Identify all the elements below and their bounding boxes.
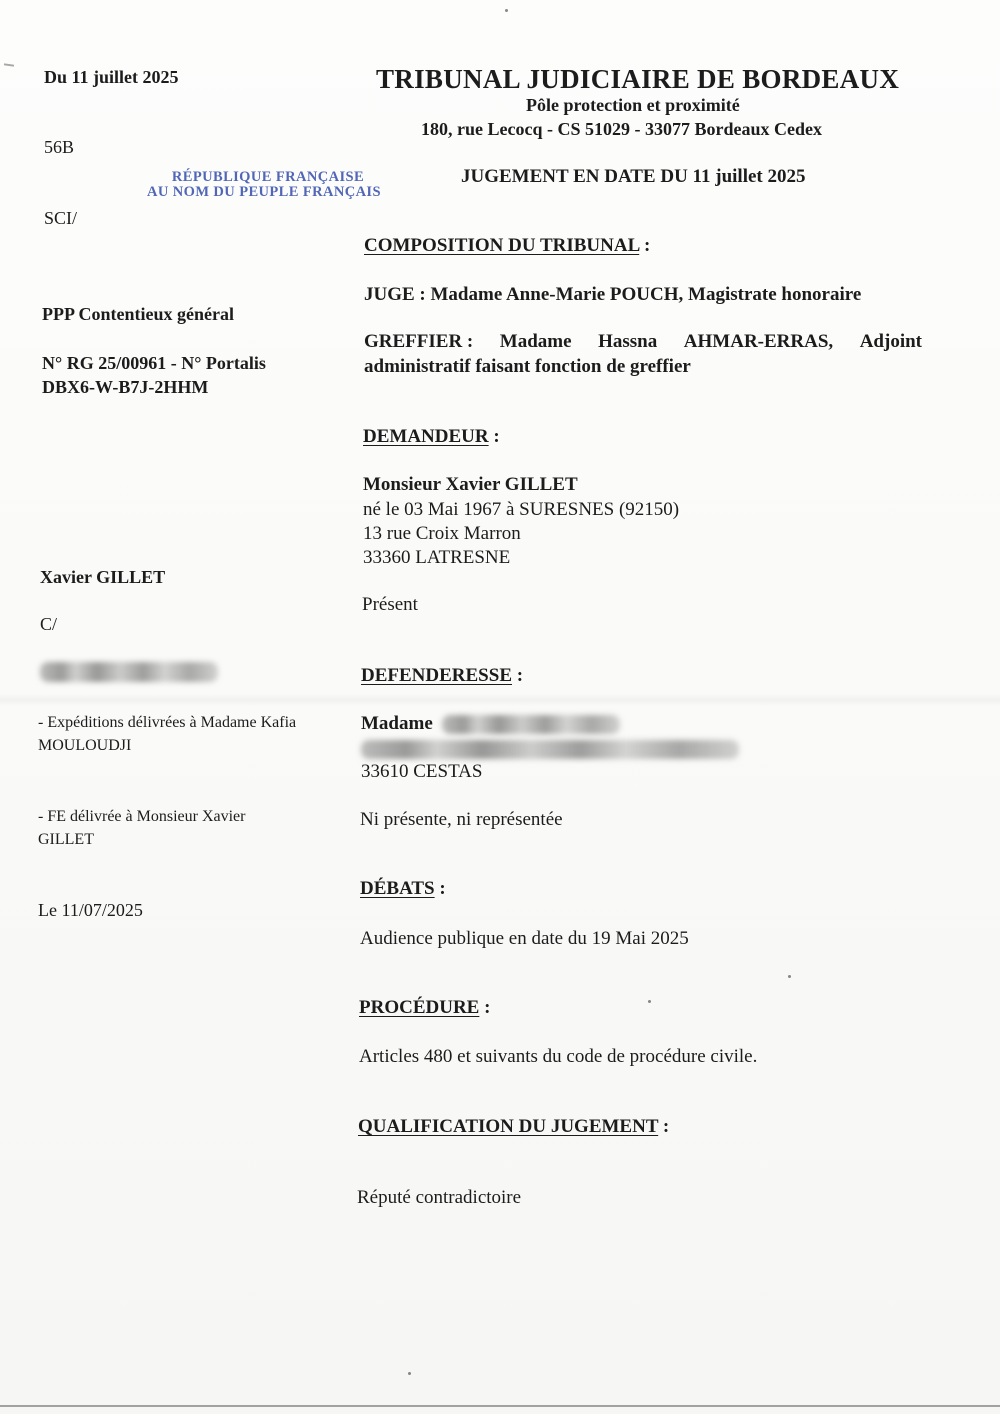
redacted-defendant-street (361, 740, 739, 759)
plaintiff-city: 33360 LATRESNE (363, 547, 511, 568)
court-pole: Pôle protection et proximité (526, 95, 740, 115)
delivery-date: Le 11/07/2025 (38, 900, 143, 920)
defendant-title: Madame (361, 713, 433, 734)
court-address: 180, rue Lecocq - CS 51029 - 33077 Bordeaux Cedex (421, 119, 822, 139)
scan-speck (408, 1372, 411, 1375)
defendant-heading (361, 665, 523, 687)
scan-mark (4, 63, 14, 66)
composition-heading-colon: : (639, 235, 651, 256)
plaintiff-heading-text: DEMANDEUR (363, 426, 489, 447)
scan-speck (505, 9, 508, 12)
stamp-line-1: RÉPUBLIQUE FRANÇAISE (171, 169, 365, 185)
fe-line-2: GILLET (38, 831, 94, 848)
clerk-line-2: administratif faisant fonction de greffier (364, 356, 691, 377)
clerk-name-3: AHMAR-ERRAS, (683, 331, 834, 352)
court-name: TRIBUNAL JUDICIAIRE DE BORDEAUX (376, 64, 900, 94)
plaintiff-heading (363, 426, 500, 448)
defendant-city: 33610 CESTAS (361, 761, 483, 782)
procedure-heading (359, 997, 490, 1019)
clerk-label: GREFFIER : (364, 331, 474, 352)
plaintiff-street: 13 rue Croix Marron (363, 523, 521, 544)
redacted-defendant-name (40, 662, 218, 682)
judgment-date: JUGEMENT EN DATE DU 11 juillet 2025 (461, 166, 806, 187)
clerk-name-1: Madame (499, 331, 572, 352)
clerk-name-2: Hassna (598, 331, 658, 352)
procedure-heading-colon: : (479, 997, 491, 1018)
paper-fold (0, 694, 1000, 706)
judge-line: JUGE : Madame Anne-Marie POUCH, Magistrate honoraire (364, 284, 862, 305)
qualification-heading-text: QUALIFICATION DU JUGEMENT (358, 1116, 659, 1137)
scan-speck (648, 1000, 651, 1003)
stamp-line-2: AU NOM DU PEUPLE FRANÇAIS (147, 184, 381, 200)
case-portalis-number: DBX6-W-B7J-2HHM (42, 377, 209, 397)
debates-heading (360, 878, 446, 900)
scan-speck (788, 975, 791, 978)
expeditions-line-2: MOULOUDJI (38, 737, 132, 754)
defendant-heading-text: DEFENDERESSE (361, 665, 512, 686)
scan-bottom-edge (0, 1405, 1000, 1407)
expeditions-line-1: - Expéditions délivrées à Madame Kafia (38, 714, 297, 731)
fe-line-1: - FE délivrée à Monsieur Xavier (38, 808, 246, 825)
case-sci: SCI/ (44, 208, 78, 228)
plaintiff-heading-colon: : (488, 426, 500, 447)
debates-heading-text: DÉBATS (360, 878, 435, 899)
case-code: 56B (44, 137, 75, 157)
plaintiff-name: Xavier GILLET (40, 567, 166, 587)
republic-stamp (147, 169, 381, 200)
plaintiff-birth: né le 03 Mai 1967 à SURESNES (92150) (363, 499, 680, 520)
composition-heading-text: COMPOSITION DU TRIBUNAL (364, 235, 640, 256)
qualification-heading-colon: : (658, 1116, 670, 1137)
plaintiff-full-name: Monsieur Xavier GILLET (363, 474, 578, 495)
qualification-text: Réputé contradictoire (357, 1187, 522, 1208)
debates-heading-colon: : (434, 878, 446, 899)
debates-text: Audience publique en date du 19 Mai 2025 (360, 928, 689, 949)
procedure-heading-text: PROCÉDURE (359, 997, 480, 1018)
qualification-heading (358, 1116, 669, 1138)
case-rg-number: N° RG 25/00961 - N° Portalis (42, 353, 266, 373)
procedure-text: Articles 480 et suivants du code de procédure civile. (359, 1046, 758, 1067)
versus-label: C/ (40, 614, 58, 634)
case-date: Du 11 juillet 2025 (44, 67, 179, 87)
composition-heading (364, 235, 650, 257)
clerk-line (364, 331, 922, 353)
defendant-status: Ni présente, ni représentée (360, 809, 563, 830)
redacted-defendant-full-name (442, 715, 620, 734)
case-service: PPP Contentieux général (42, 304, 234, 324)
clerk-name-4: Adjoint (859, 331, 922, 352)
defendant-heading-colon: : (512, 665, 524, 686)
plaintiff-status: Présent (362, 594, 418, 615)
